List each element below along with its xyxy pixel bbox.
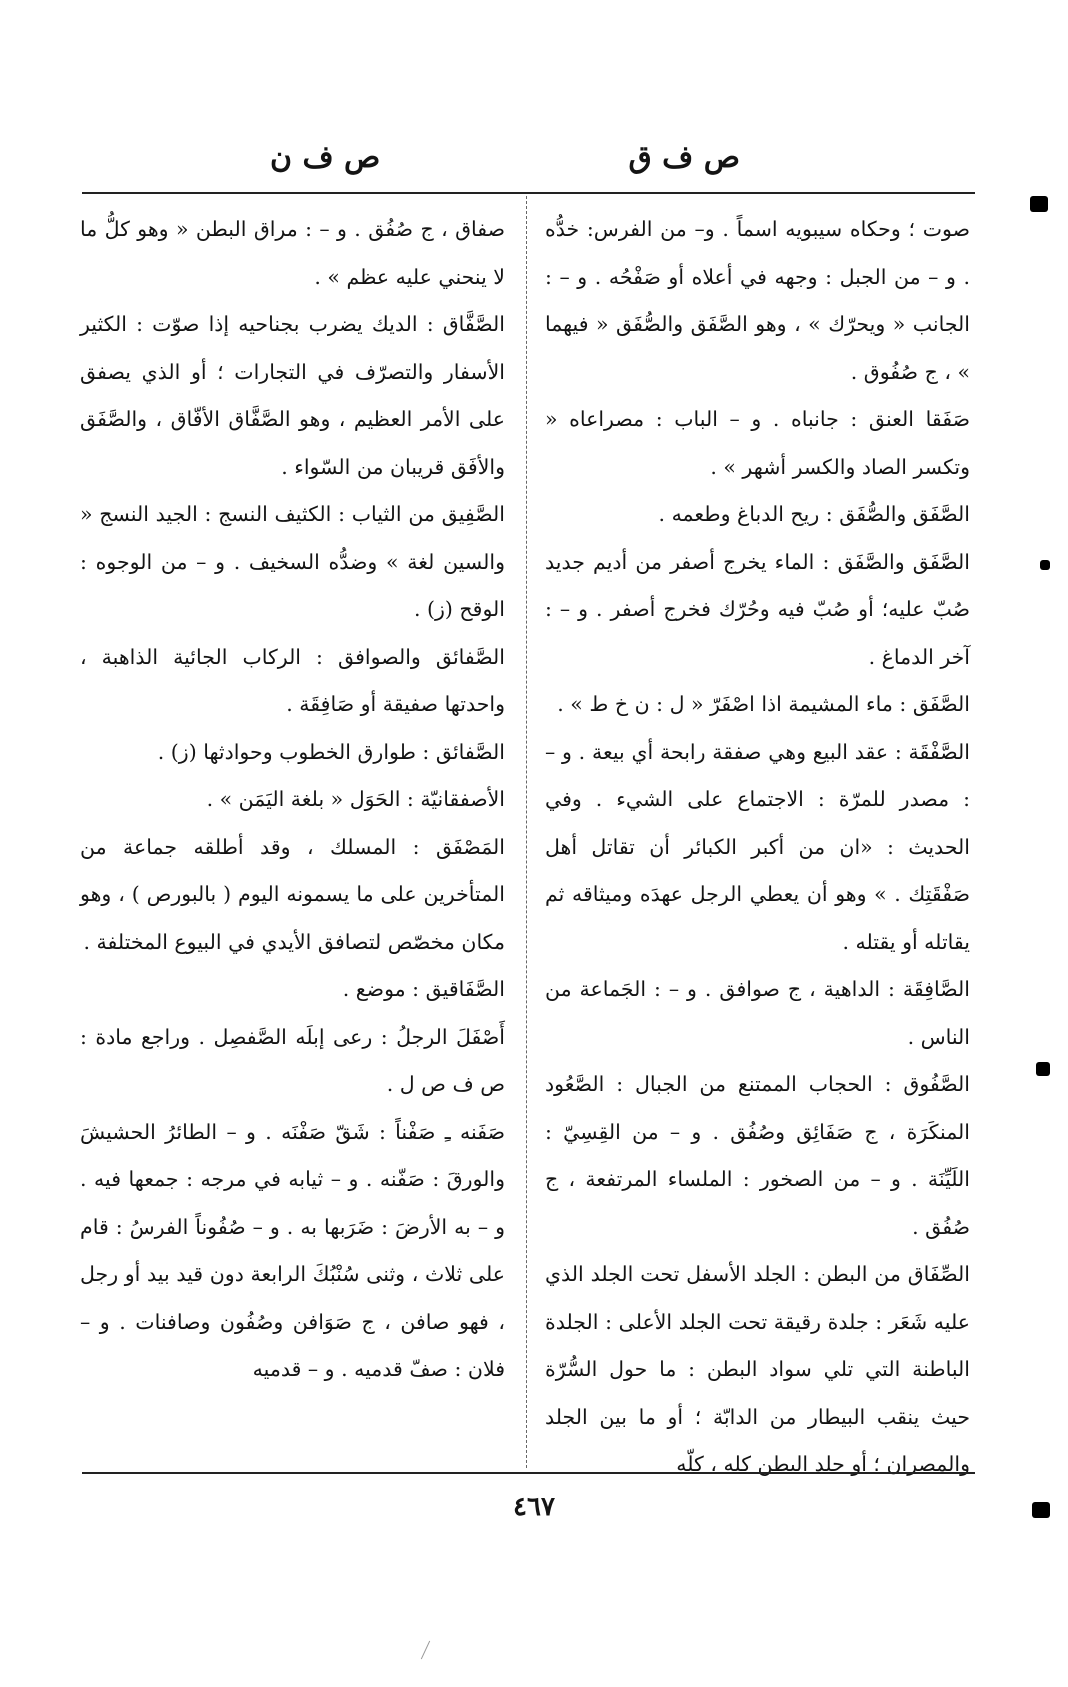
dictionary-entry: الأصفقانيّة : الحَوَل « بلغة اليَمَن » .: [206, 787, 505, 811]
column-divider: [526, 196, 527, 1468]
right-column: [545, 206, 970, 1489]
dictionary-entry: الصَّفَّاق : الديك يضرب بجناحيه إذا صوّت : الكثير الأسفار والتصرّف في التجارات ؛ أو الذي يصفق على الأمر العظيم ، وهو الصَّفَّاق الأفّاق ، والصَّفَق والأفَق قريبان من السّواء .: [80, 312, 505, 479]
dictionary-entry: الصَّفُوق : الحجاب الممتنع من الجبال : الصَّعُود المنكَرَة ، ج صَفَائِق وصُفُق . و – من القِسِيّ : اللَيِّنَة . و – من الصخور : الملساء المرتفعة ، ج صُفُق .: [545, 1072, 970, 1239]
dictionary-entry: الصَّفائق والصوافق : الركاب الجائية الذاهبة ، واحدتها صفيقة أو صَافِقَة .: [80, 644, 505, 716]
scan-mark: [1032, 1502, 1050, 1518]
dictionary-entry: صوت ؛ وحكاه سيبويه اسماً . و– من الفرس: خدُّه . و – من الجبل : وجهه في أعلاه أو صَفْحُه . و – : الجانب « ويحرّك » ، وهو الصَّفَق والصُّفَق « فيهما » ، ج صُفُوق .: [545, 217, 970, 384]
left-column: [80, 206, 505, 1394]
dictionary-entry: الصَّفِيق من الثياب : الكثيف النسج : الجيد النسج « والسين لغة » وضدُّه السخيف . و – من الوجوه : الوقح (ز) .: [80, 502, 505, 621]
scan-mark: [1030, 196, 1048, 212]
dictionary-entry: صَفَقا العنق : جانباه . و – الباب : مصراعاه « وتكسر الصاد والكسر أشهر » .: [545, 407, 970, 479]
dictionary-entry: الصَّفَق : ماء المشيمة اذا اصْفَرّ « ل : ن خ ط » .: [557, 692, 970, 716]
dictionary-entry: الصَّفائق : طوارق الخطوب وحوادثها (ز) .: [157, 739, 505, 764]
dictionary-entry: المَصْفَق : المسلك ، وقد أطلقه جماعة من المتأخرين على ما يسمونه اليوم ( بالبورص ) ، وهو مكان مخصّص لتصافق الأيدي في البيوع المختلفة .: [80, 834, 505, 954]
dictionary-entry: الصَّفَاقيق : موضع .: [342, 977, 505, 1001]
dictionary-entry: الصَّفَق والصَّفَق : الماء يخرج أصفر من أديم جديد صُبّ عليه؛ أو صُبّ فيه وحُرّك فخرج أصفر . و – : آخر الدماغ .: [545, 549, 970, 669]
dictionary-entry: الصِّفَاق من البطن : الجلد الأسفل تحت الجلد الذي عليه شَعَر : جلدة رقيقة تحت الجلد الأعلى : الجلدة الباطنة التي تلي سواد البطن : ما حول السُّرّة حيث ينقب البيطار من الدابّة ؛ أو ما بين الجلد والمصران ؛ أو جلد البطن كله ، كلّه: [545, 1262, 970, 1476]
dictionary-entry: الصَّفْقَة : عقد البيع وهي صفقة رابحة أي بيعة . و – : مصدر للمرّة : الاجتماع على الشيء . وفي الحديث : «ان من أكبر الكبائر أن تقاتل أهل صَفْقَتِك . » وهو أن يعطي الرجل عهدَه وميثاقه ثم يقاتله أو يقتله .: [545, 739, 970, 954]
dictionary-entry: أَصْفَلَ الرجلُ : رعى إبلَه الصَّفصِل . وراجع مادة : ص ف ص ل .: [80, 1024, 505, 1096]
dictionary-entry: الصَّافِقَة : الداهية ، ج صوافق . و – : الجَماعة من الناس .: [545, 977, 970, 1049]
dictionary-entry: صَفَنه ـِ صَفْناً : شَقّ صَفْنَه . و – الطائرُ الحشيشَ والورقَ : صَفّنه . و – ثيابه في مرجه : جمعها فيه . و – به الأرضَ : ضَرَبها به . و – صُفُوناً الفرسُ : قام على ثلاث ، وثنى سُنْبُكَ الرابعة دون قيد بيد أو رجل ، فهو صافن ، ج صَوَافن وصُفُون وصافنات . و – فلان : صفّ قدميه . و – قدميه: [80, 1119, 505, 1381]
dictionary-entry: صفاق ، ج صُفُق . و – : مراق البطن « وهو كلُّ ما لا ينحني عليه عظم » .: [80, 217, 505, 289]
page-number: ٤٦٧: [513, 1492, 555, 1522]
right-column-heading: ص ف ق: [628, 140, 740, 175]
left-column-heading: ص ف ن: [270, 140, 381, 175]
page-header: [80, 140, 980, 190]
scan-mark: [1040, 560, 1050, 570]
bottom-rule: [82, 1472, 975, 1474]
dictionary-entry: الصَّفَق والصُّفَق : ريح الدباغ وطعمه .: [658, 502, 970, 526]
scan-mark: [1036, 1062, 1050, 1076]
top-rule: [82, 192, 975, 194]
